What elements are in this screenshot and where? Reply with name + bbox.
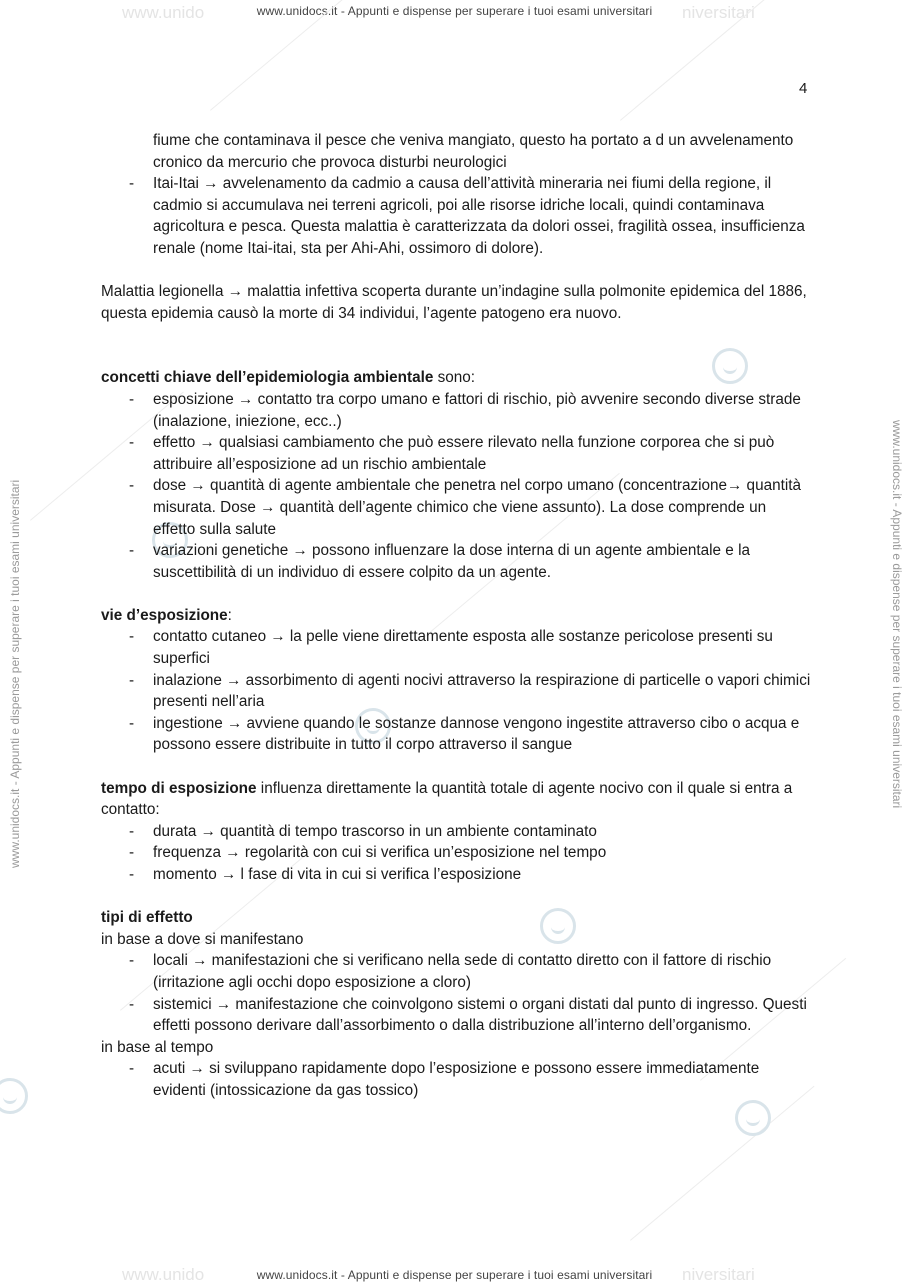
list-item [101, 475, 811, 540]
paragraph-legionella: Malattia legionella → malattia infettiva scoperta durante un’indagine sulla polmonite epidemica del 1886, questa epidemia causò la morte di 34 individui, l’agente patogeno era nuovo. [101, 283, 807, 322]
bullet-dash: - [129, 671, 135, 689]
bullet-dash: - [129, 175, 135, 193]
bullet-dash: - [129, 477, 135, 495]
watermark-side-right: www.unidocs.it - Appunti e dispense per superare i tuoi esami universitari [890, 420, 904, 809]
heading-rest: sono: [433, 369, 476, 387]
section-heading-tempo [101, 778, 811, 821]
watermark-bottom: www.unidocs.it - Appunti e dispense per superare i tuoi esami universitari [256, 1268, 653, 1282]
list-item [101, 842, 811, 864]
list-item [101, 994, 811, 1037]
unidocs-logo-icon [0, 1078, 28, 1114]
list-item [101, 670, 811, 713]
bullet-dash: - [129, 542, 135, 560]
bullet-dash: - [129, 952, 135, 970]
list-item-text: Itai-Itai → avvelenamento da cadmio a causa dell’attività mineraria nei fiumi della regione, il cadmio si accumulava nei terreni agricoli, poi alle risorse idriche locali, quindi contaminava agricoltura e pesca. Questa malattia è caratterizzata da dolori ossei, fragilità ossea, insufficienza renale (nome Itai-itai, sta per Ahi-Ahi, ossimoro di dolore). [153, 175, 805, 257]
heading-bold: tipi di effetto [101, 909, 193, 927]
list-item-text: variazioni genetiche → possono influenzare la dose interna di un agente ambientale e la suscettibilità di un individuo di essere colpito da un agente. [153, 542, 750, 581]
list-item-text: momento → l fase di vita in cui si verifica l’esposizione [153, 866, 522, 883]
decor-line [630, 1086, 814, 1241]
heading-bold: vie d’esposizione [101, 606, 228, 624]
list-item [101, 389, 811, 432]
intro-continuation: fiume che contaminava il pesce che veniva mangiato, questo ha portato a d un avvelenamento cronico da mercurio che provoca disturbi neurologici [153, 132, 794, 171]
watermark-ghost-top-left: www.unido [122, 3, 205, 22]
heading-rest: influenza direttamente la quantità totale di agente nocivo con il quale si entra a contatto: [101, 779, 793, 819]
bullet-dash: - [129, 822, 135, 840]
bullet-dash: - [129, 434, 135, 452]
bullet-dash: - [129, 1060, 135, 1078]
unidocs-logo-icon [735, 1100, 771, 1136]
list-item [101, 1058, 811, 1101]
list-item-text: dose → quantità di agente ambientale che penetra nel corpo umano (concentrazione→ quantità misurata. Dose → quantità dell’agente chimico che viene assunto). La dose comprende un effetto sulla salute [153, 477, 801, 538]
list-item [101, 950, 811, 993]
watermark-ghost-bottom-left: www.unido [122, 1265, 205, 1284]
list-item-text: ingestione → avviene quando le sostanze dannose vengono ingestite attraverso cibo o acqua e possono essere distribuite in tutto il corpo attraverso il sangue [153, 714, 800, 754]
section-heading-vie [101, 605, 811, 627]
bullet-dash: - [129, 844, 135, 862]
page-number: 4 [799, 80, 808, 97]
list-item-text: frequenza → regolarità con cui si verifica un’esposizione nel tempo [153, 844, 607, 862]
list-item-text: inalazione → assorbimento di agenti nocivi attraverso la respirazione di particelle o vapori chimici presenti nell’aria [153, 671, 811, 711]
section-heading-concetti [101, 367, 811, 389]
list-item-text: durata → quantità di tempo trascorso in un ambiente contaminato [153, 822, 597, 840]
list-item-text: acuti → si sviluppano rapidamente dopo l’esposizione e possono essere immediatamente evidenti (intossicazione da gas tossico) [153, 1060, 760, 1099]
list-item-text: effetto → qualsiasi cambiamento che può essere rilevato nella funzione corporea che si può attribuire all’esposizione ad un rischio ambientale [153, 434, 775, 473]
bullet-dash: - [129, 995, 135, 1013]
bullet-dash: - [129, 628, 135, 646]
subheading-dove: in base a dove si manifestano [101, 930, 304, 948]
list-item [101, 713, 811, 756]
document-body [101, 130, 811, 1102]
list-item-itai-itai [101, 173, 811, 259]
bullet-dash: - [129, 390, 135, 408]
list-item [101, 540, 811, 583]
list-item-text: locali → manifestazioni che si verificano nella sede di contatto diretto con il fattore di rischio (irritazione agli occhi dopo esposizione a cloro) [153, 952, 772, 991]
heading-bold: tempo di esposizione [101, 779, 257, 797]
list-item-text: contatto cutaneo → la pelle viene direttamente esposta alle sostanze pericolose presenti su superfici [153, 628, 773, 668]
list-item [101, 432, 811, 475]
list-item [101, 864, 811, 886]
list-item [101, 821, 811, 843]
watermark-top: www.unidocs.it - Appunti e dispense per superare i tuoi esami universitari [256, 4, 653, 18]
section-heading-tipi [101, 907, 811, 929]
watermark-ghost-top-right: niversitari [682, 3, 755, 22]
heading-bold: concetti chiave dell’epidemiologia ambientale [101, 369, 434, 387]
bullet-dash: - [129, 866, 135, 883]
bullet-dash: - [129, 714, 135, 732]
watermark-ghost-bottom-right: niversitari [682, 1265, 755, 1284]
list-item-text: esposizione → contatto tra corpo umano e fattori di rischio, piò avvenire secondo diverse strade (inalazione, iniezione, ecc..) [153, 390, 801, 430]
watermark-side-left: www.unidocs.it - Appunti e dispense per superare i tuoi esami universitari [8, 479, 22, 868]
list-item-text: sistemici → manifestazione che coinvolgono sistemi o organi distati dal punto di ingresso. Questi effetti possono derivare dall’assorbimento o dalla distribuzione all’interno dell’organismo. [153, 995, 807, 1035]
subheading-tempo: in base al tempo [101, 1038, 214, 1056]
list-item [101, 626, 811, 669]
heading-rest: : [227, 606, 232, 624]
